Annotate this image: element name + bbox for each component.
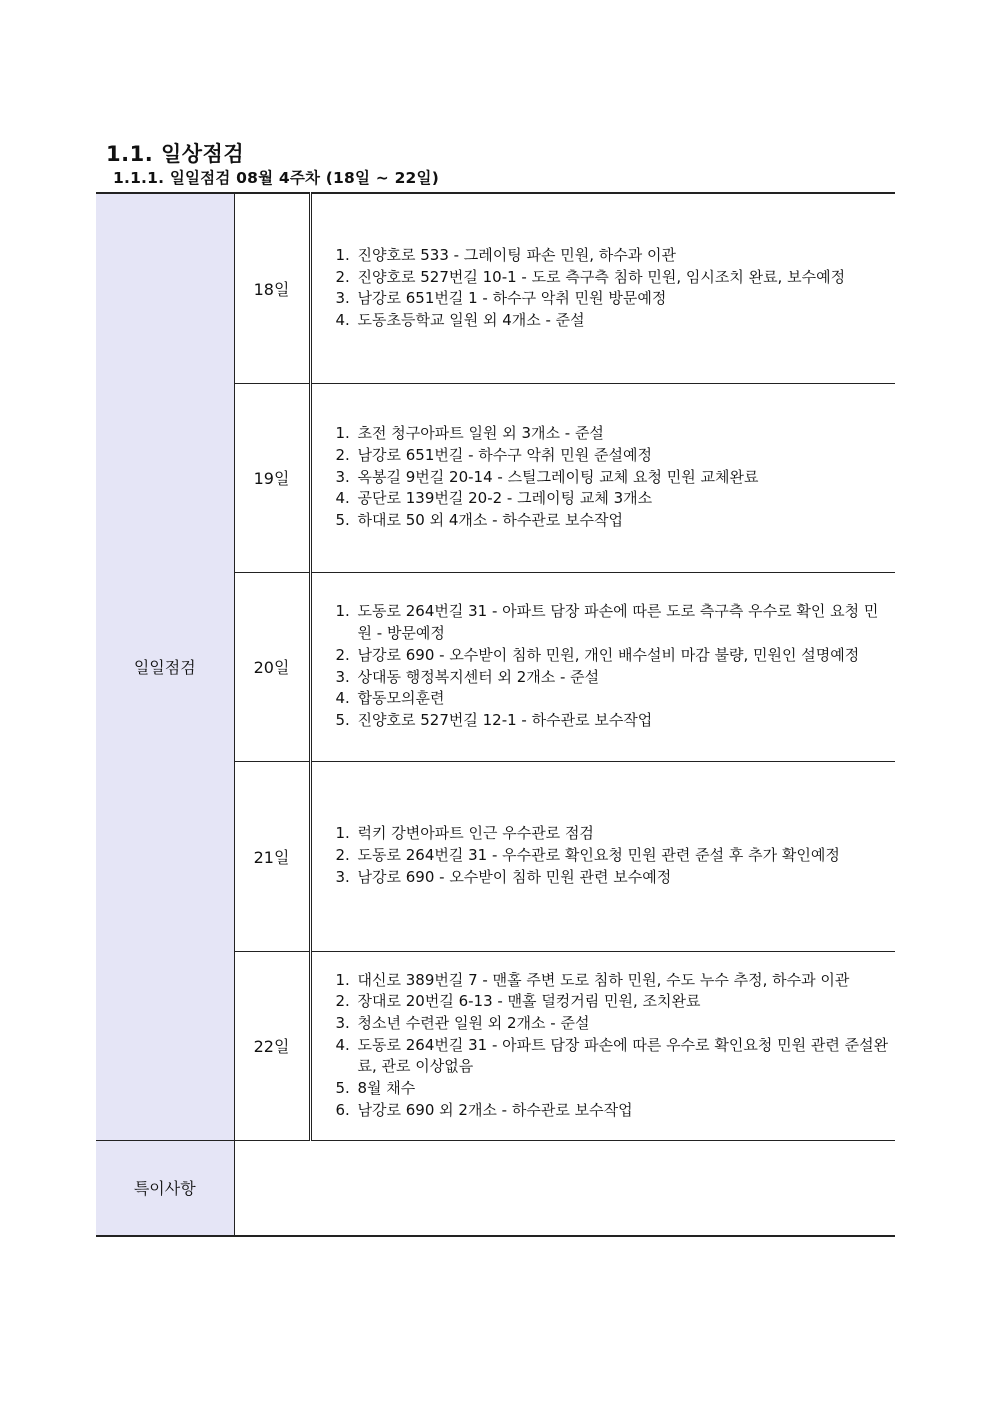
list-item	[312, 1035, 890, 1078]
list-number: 1.	[335, 824, 350, 843]
list-item	[312, 991, 890, 1013]
list-text: 청소년 수련관 일원 외 2개소 - 준설	[357, 1013, 590, 1032]
list-number: 3.	[335, 289, 350, 308]
list-item	[312, 601, 890, 644]
list-text: 하대로 50 외 4개소 - 하수관로 보수작업	[357, 511, 624, 530]
list-item	[312, 845, 890, 867]
list-text: 공단로 139번길 20-2 - 그레이팅 교체 3개소	[357, 489, 653, 508]
list-text: 도동로 264번길 31 - 우수관로 확인요청 민원 관련 준설 후 추가 확인예정	[357, 846, 840, 865]
day-cell: 20일	[234, 572, 310, 761]
day-content	[310, 193, 895, 383]
list-item	[312, 688, 890, 710]
list-text: 장대로 20번길 6-13 - 맨홀 덜컹거림 민원, 조치완료	[357, 992, 701, 1011]
list-text: 도동로 264번길 31 - 아파트 담장 파손에 따른 우수로 확인요청 민원 관련 준설완료, 관로 이상없음	[357, 1035, 889, 1076]
list-text: 남강로 690 - 오수받이 침하 민원, 개인 배수설비 마감 불량, 민원인 설명예정	[357, 645, 860, 664]
list-number: 2.	[335, 267, 350, 286]
list-number: 3.	[335, 467, 350, 486]
special-notes-content	[234, 1140, 895, 1236]
list-item	[312, 823, 890, 845]
day-cell: 19일	[234, 383, 310, 572]
section-heading: 1.1. 일상점검	[106, 142, 245, 166]
list-number: 5.	[335, 1079, 350, 1098]
list-item	[312, 267, 890, 289]
subsection-heading: 1.1.1. 일일점검 08월 4주차 (18일 ~ 22일)	[113, 169, 440, 187]
list-item	[312, 310, 890, 332]
list-number: 2.	[335, 846, 350, 865]
list-text: 대신로 389번길 7 - 맨홀 주변 도로 침하 민원, 수도 누수 추정, 하수과 이관	[357, 970, 850, 989]
day-content	[310, 383, 895, 572]
list-number: 5.	[335, 511, 350, 530]
list-item	[312, 1013, 890, 1035]
list-number: 1.	[335, 970, 350, 989]
list-item	[312, 423, 890, 445]
list-text: 남강로 651번길 1 - 하수구 악취 민원 방문예정	[357, 289, 667, 308]
list-number: 4.	[335, 1035, 350, 1054]
list-text: 진양호로 533 - 그레이팅 파손 민원, 하수과 이관	[357, 245, 677, 264]
list-number: 3.	[335, 867, 350, 886]
day-cell: 21일	[234, 761, 310, 951]
category-cell: 일일점검	[96, 193, 234, 1140]
list-item	[312, 488, 890, 510]
list-number: 1.	[335, 602, 350, 621]
day-content	[310, 951, 895, 1140]
daily-inspection-table	[96, 192, 895, 1237]
day-cell: 22일	[234, 951, 310, 1140]
list-number: 2.	[335, 992, 350, 1011]
list-text: 남강로 651번길 - 하수구 악취 민원 준설예정	[357, 445, 652, 464]
list-item	[312, 645, 890, 667]
list-text: 남강로 690 - 오수받이 침하 민원 관련 보수예정	[357, 867, 672, 886]
list-text: 8월 채수	[357, 1079, 416, 1098]
list-number: 4.	[335, 310, 350, 329]
list-text: 도동초등학교 일원 외 4개소 - 준설	[357, 310, 585, 329]
list-item	[312, 445, 890, 467]
list-number: 1.	[335, 245, 350, 264]
special-notes-row	[96, 1140, 895, 1236]
day-content	[310, 572, 895, 761]
table-row	[96, 193, 895, 383]
list-number: 6.	[335, 1100, 350, 1119]
list-text: 초전 청구아파트 일원 외 3개소 - 준설	[357, 424, 604, 443]
day-cell: 18일	[234, 193, 310, 383]
list-text: 진양호로 527번길 10-1 - 도로 측구측 침하 민원, 임시조치 완료, 보수예정	[357, 267, 846, 286]
list-number: 2.	[335, 445, 350, 464]
list-item	[312, 288, 890, 310]
day-content	[310, 761, 895, 951]
list-number: 3.	[335, 667, 350, 686]
list-item	[312, 710, 890, 732]
list-item	[312, 667, 890, 689]
list-text: 합동모의훈련	[357, 689, 445, 708]
list-item	[312, 970, 890, 992]
list-item	[312, 1100, 890, 1122]
list-item	[312, 245, 890, 267]
list-item	[312, 467, 890, 489]
list-number: 4.	[335, 489, 350, 508]
list-item	[312, 867, 890, 889]
list-text: 진양호로 527번길 12-1 - 하수관로 보수작업	[357, 710, 653, 729]
list-number: 4.	[335, 689, 350, 708]
list-item	[312, 510, 890, 532]
list-number: 2.	[335, 645, 350, 664]
list-text: 럭키 강변아파트 인근 우수관로 점검	[357, 824, 594, 843]
special-notes-label: 특이사항	[96, 1140, 234, 1236]
list-text: 상대동 행정복지센터 외 2개소 - 준설	[357, 667, 600, 686]
list-number: 3.	[335, 1013, 350, 1032]
list-number: 5.	[335, 710, 350, 729]
list-number: 1.	[335, 424, 350, 443]
list-text: 남강로 690 외 2개소 - 하수관로 보수작업	[357, 1100, 633, 1119]
list-text: 도동로 264번길 31 - 아파트 담장 파손에 따른 도로 측구측 우수로 확인 요청 민원 - 방문예정	[357, 602, 879, 643]
list-text: 옥봉길 9번길 20-14 - 스틸그레이팅 교체 요청 민원 교체완료	[357, 467, 759, 486]
list-item	[312, 1078, 890, 1100]
